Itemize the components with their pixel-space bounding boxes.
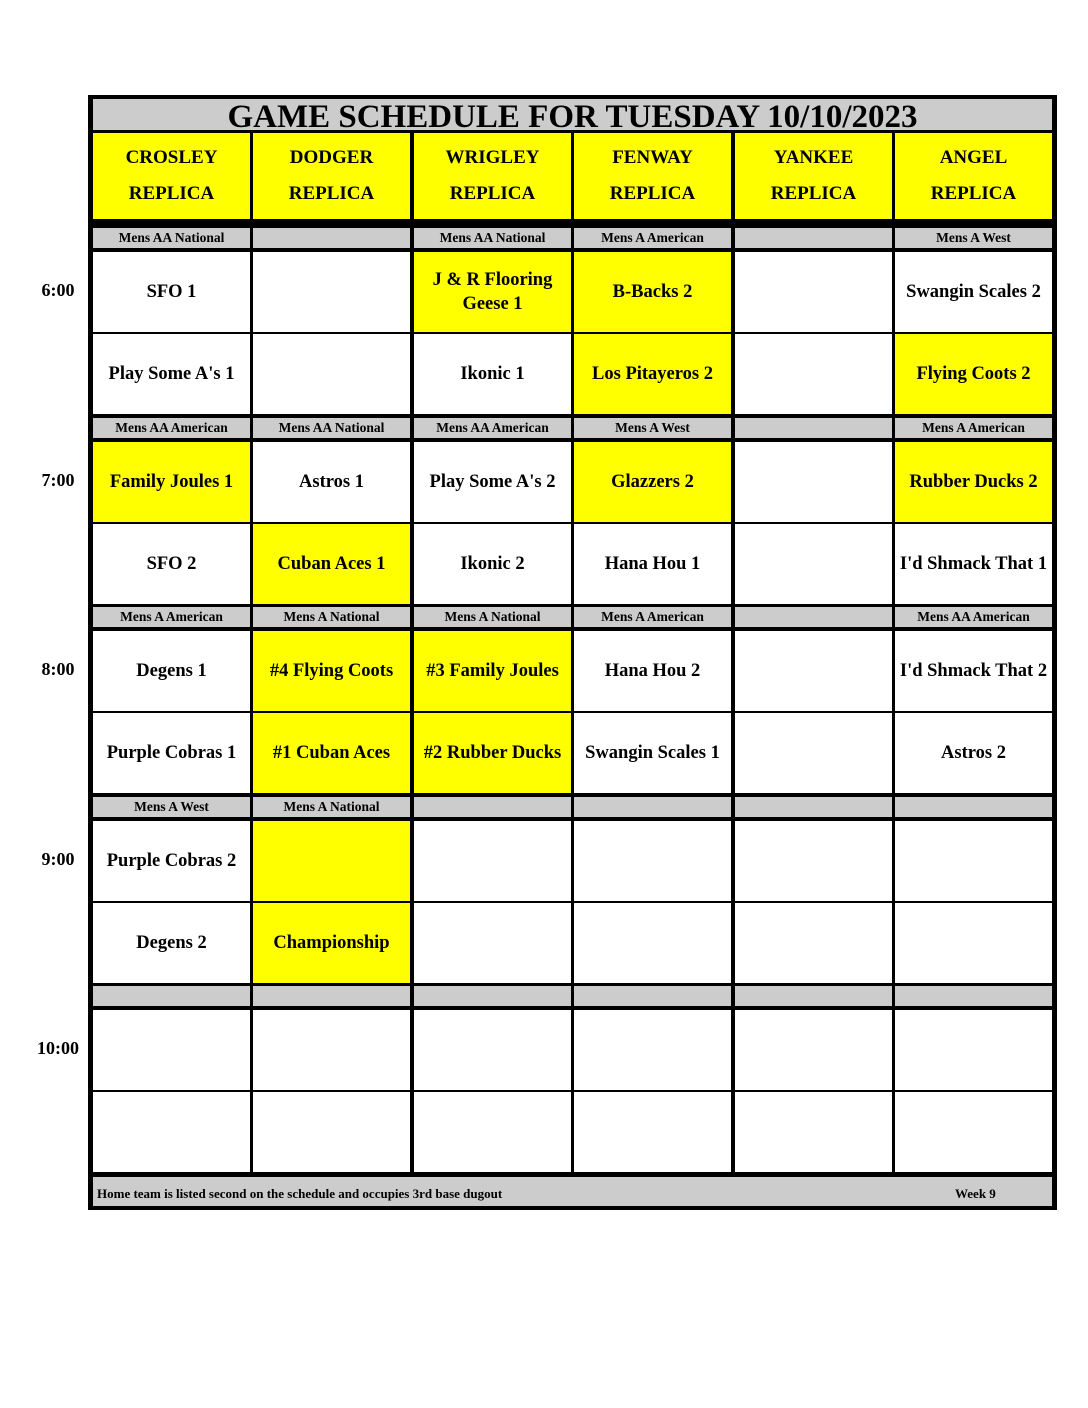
division-label: Mens A National xyxy=(414,607,571,627)
division-label xyxy=(414,797,571,817)
field-header-yankee xyxy=(735,133,892,219)
game-away-team: Glazzers 2 xyxy=(574,442,731,522)
game-home-team: Championship xyxy=(253,903,410,983)
game-home-team: Ikonic 2 xyxy=(414,524,571,604)
division-label xyxy=(574,797,731,817)
game-home-team xyxy=(735,713,892,793)
division-label: Mens AA American xyxy=(414,418,571,438)
game-away-team: B-Backs 2 xyxy=(574,252,731,332)
division-label: Mens A American xyxy=(93,607,250,627)
footer-bar xyxy=(93,1177,1052,1206)
game-home-team xyxy=(735,524,892,604)
division-label xyxy=(253,228,410,248)
division-label xyxy=(735,607,892,627)
footer-note: Home team is listed second on the schedule and occupies 3rd base dugout xyxy=(97,1186,503,1201)
game-away-team xyxy=(735,821,892,901)
game-away-team xyxy=(253,1010,410,1090)
time-label: 6:00 xyxy=(41,280,75,300)
division-label xyxy=(735,228,892,248)
game-home-team: Purple Cobras 1 xyxy=(93,713,250,793)
division-label: Mens A West xyxy=(895,228,1052,248)
game-home-team xyxy=(574,1092,731,1172)
field-subtitle: REPLICA xyxy=(449,183,536,204)
game-away-team: #3 Family Joules xyxy=(414,631,571,711)
game-away-team: Astros 1 xyxy=(253,442,410,522)
division-label: Mens AA American xyxy=(93,418,250,438)
division-label xyxy=(735,418,892,438)
game-home-team xyxy=(735,903,892,983)
game-away-team: Rubber Ducks 2 xyxy=(895,442,1052,522)
field-name: ANGEL xyxy=(939,147,1008,168)
division-label xyxy=(895,986,1052,1006)
game-home-team: I'd Shmack That 1 xyxy=(895,524,1052,604)
game-away-team xyxy=(895,821,1052,901)
game-home-team xyxy=(414,903,571,983)
field-subtitle: REPLICA xyxy=(609,183,696,204)
game-home-team: #1 Cuban Aces xyxy=(253,713,410,793)
game-home-team: #2 Rubber Ducks xyxy=(414,713,571,793)
game-home-team: Flying Coots 2 xyxy=(895,334,1052,414)
field-name: FENWAY xyxy=(612,147,693,168)
division-label: Mens A American xyxy=(574,228,731,248)
game-away-team xyxy=(93,1010,250,1090)
field-subtitle: REPLICA xyxy=(288,183,375,204)
page-title: GAME SCHEDULE FOR TUESDAY 10/10/2023 xyxy=(93,99,1052,130)
time-label: 9:00 xyxy=(41,849,75,869)
game-away-team: Swangin Scales 2 xyxy=(895,252,1052,332)
game-home-team: Play Some A's 1 xyxy=(93,334,250,414)
game-away-team xyxy=(253,821,410,901)
game-away-team: Hana Hou 2 xyxy=(574,631,731,711)
field-header-dodger xyxy=(253,133,410,219)
game-home-team: Degens 2 xyxy=(93,903,250,983)
game-home-team: Los Pitayeros 2 xyxy=(574,334,731,414)
field-header-angel xyxy=(895,133,1052,219)
division-label xyxy=(735,797,892,817)
time-label: 8:00 xyxy=(41,659,75,679)
division-label xyxy=(895,797,1052,817)
field-subtitle: REPLICA xyxy=(770,183,857,204)
division-label: Mens A American xyxy=(574,607,731,627)
division-label: Mens AA National xyxy=(93,228,250,248)
time-label: 10:00 xyxy=(37,1038,79,1058)
game-away-team xyxy=(414,821,571,901)
division-label: Mens AA National xyxy=(414,228,571,248)
division-label: Mens AA National xyxy=(253,418,410,438)
game-home-team xyxy=(93,1092,250,1172)
game-home-team xyxy=(253,334,410,414)
game-away-team xyxy=(735,442,892,522)
field-name: DODGER xyxy=(289,147,374,168)
division-label: Mens AA American xyxy=(895,607,1052,627)
game-away-team: #4 Flying Coots xyxy=(253,631,410,711)
field-name: WRIGLEY xyxy=(445,147,540,168)
schedule-table xyxy=(88,95,1057,1210)
division-label: Mens A National xyxy=(253,797,410,817)
division-label: Mens A West xyxy=(93,797,250,817)
game-home-team: Astros 2 xyxy=(895,713,1052,793)
game-home-team xyxy=(895,1092,1052,1172)
game-home-team: Swangin Scales 1 xyxy=(574,713,731,793)
division-label: Mens A American xyxy=(895,418,1052,438)
division-label xyxy=(253,986,410,1006)
game-home-team xyxy=(895,903,1052,983)
game-home-team xyxy=(414,1092,571,1172)
field-subtitle: REPLICA xyxy=(128,183,215,204)
division-label xyxy=(93,986,250,1006)
game-home-team xyxy=(735,1092,892,1172)
field-header-wrigley xyxy=(414,133,571,219)
game-away-team xyxy=(414,1010,571,1090)
game-home-team: Cuban Aces 1 xyxy=(253,524,410,604)
division-label: Mens A West xyxy=(574,418,731,438)
field-subtitle: REPLICA xyxy=(930,183,1017,204)
division-label xyxy=(574,986,731,1006)
field-header-crosley xyxy=(93,133,250,219)
game-home-team: Hana Hou 1 xyxy=(574,524,731,604)
game-away-team xyxy=(574,821,731,901)
field-name: CROSLEY xyxy=(125,147,218,168)
week-label: Week 9 xyxy=(955,1186,996,1201)
game-home-team xyxy=(253,1092,410,1172)
division-label xyxy=(414,986,571,1006)
game-away-team xyxy=(895,1010,1052,1090)
game-home-team: Ikonic 1 xyxy=(414,334,571,414)
game-away-team: I'd Shmack That 2 xyxy=(895,631,1052,711)
time-label: 7:00 xyxy=(41,470,75,490)
division-label: Mens A National xyxy=(253,607,410,627)
game-away-team: SFO 1 xyxy=(93,252,250,332)
game-home-team: SFO 2 xyxy=(93,524,250,604)
game-home-team xyxy=(735,334,892,414)
field-header-fenway xyxy=(574,133,731,219)
game-away-team xyxy=(253,252,410,332)
game-away-team: Play Some A's 2 xyxy=(414,442,571,522)
division-label xyxy=(735,986,892,1006)
game-home-team xyxy=(574,903,731,983)
game-away-team: Purple Cobras 2 xyxy=(93,821,250,901)
game-away-team xyxy=(574,1010,731,1090)
game-away-team xyxy=(735,1010,892,1090)
game-away-team xyxy=(735,252,892,332)
game-away-team: Degens 1 xyxy=(93,631,250,711)
game-away-team: J & R Flooring Geese 1 xyxy=(414,252,571,332)
game-away-team: Family Joules 1 xyxy=(93,442,250,522)
field-name: YANKEE xyxy=(773,147,854,168)
game-away-team xyxy=(735,631,892,711)
